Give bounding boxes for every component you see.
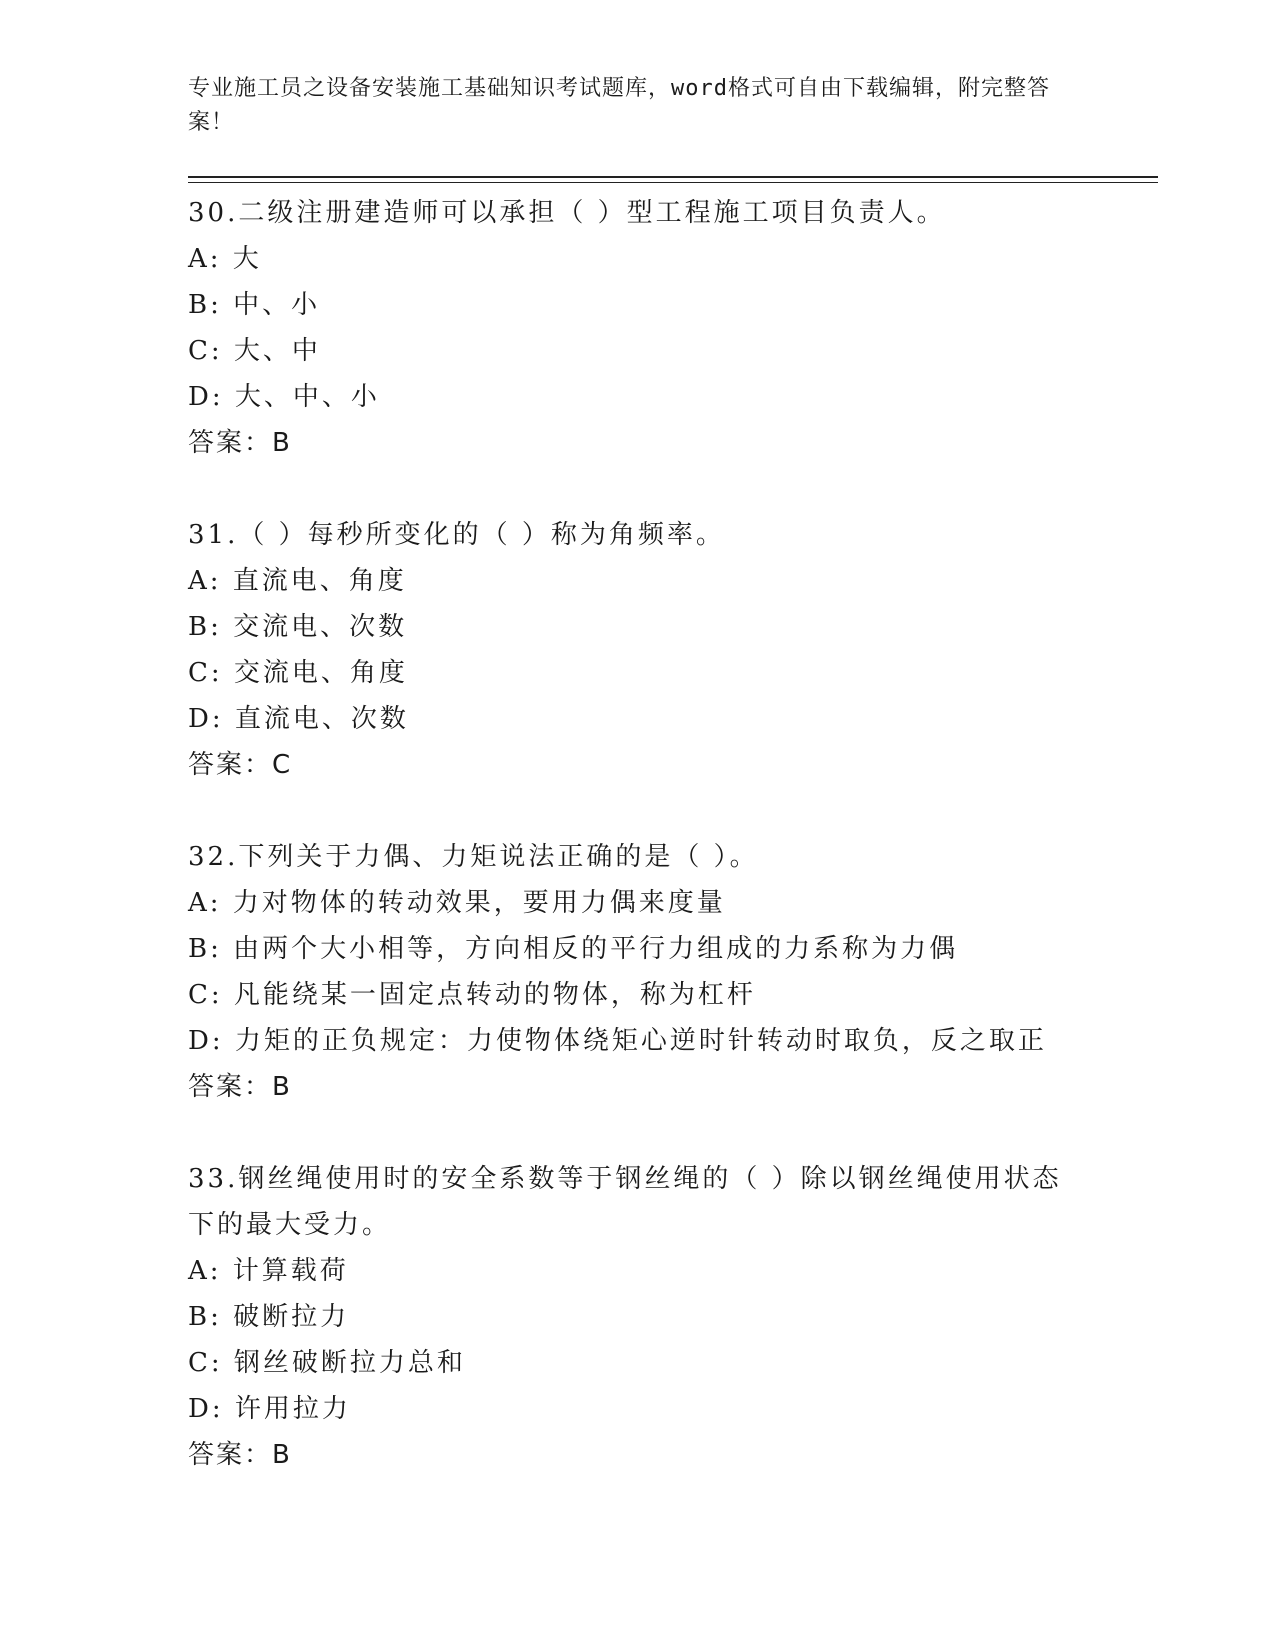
question-stem: 30.二级注册建造师可以承担（ ）型工程施工项目负责人。 [188, 198, 946, 228]
question-stem: 33.钢丝绳使用时的安全系数等于钢丝绳的（ ）除以钢丝绳使用状态下的最大受力。 [188, 1164, 1062, 1240]
question-stem: 32.下列关于力偶、力矩说法正确的是（ ）。 [188, 842, 759, 872]
option-b: B: 交流电、次数 [188, 612, 408, 642]
option-c: C: 凡能绕某一固定点转动的物体，称为杠杆 [188, 980, 756, 1010]
option-c: C: 大、中 [188, 336, 321, 366]
option-d: D: 力矩的正负规定：力使物体绕矩心逆时针转动时取负，反之取正 [188, 1026, 1047, 1056]
header-rule-thin [188, 182, 1158, 183]
option-a: A: 直流电、角度 [188, 566, 407, 596]
question-32 [188, 834, 1160, 1110]
option-b: B: 由两个大小相等，方向相反的平行力组成的力系称为力偶 [188, 934, 959, 964]
answer-line: 答案：B [188, 1440, 292, 1470]
header-rule-thick [188, 176, 1158, 178]
option-a: A: 大 [188, 244, 262, 274]
option-a: A: 计算载荷 [188, 1256, 349, 1286]
option-c: C: 钢丝破断拉力总和 [188, 1348, 466, 1378]
option-b: B: 中、小 [188, 290, 321, 320]
question-31 [188, 512, 1160, 788]
question-30 [188, 190, 1160, 466]
answer-line: 答案：B [188, 1072, 292, 1102]
option-c: C: 交流电、角度 [188, 658, 408, 688]
option-d: D: 直流电、次数 [188, 704, 409, 734]
question-stem: 31.（ ）每秒所变化的（ ）称为角频率。 [188, 520, 725, 550]
option-a: A: 力对物体的转动效果，要用力偶来度量 [188, 888, 726, 918]
option-b: B: 破断拉力 [188, 1302, 350, 1332]
option-d: D: 大、中、小 [188, 382, 380, 412]
question-33 [188, 1156, 1160, 1478]
question-list [188, 190, 1160, 1524]
option-d: D: 许用拉力 [188, 1394, 351, 1424]
document-header: 专业施工员之设备安装施工基础知识考试题库，word格式可自由下载编辑，附完整答案！ [188, 76, 1050, 135]
answer-line: 答案：B [188, 428, 292, 458]
answer-line: 答案：C [188, 750, 293, 780]
